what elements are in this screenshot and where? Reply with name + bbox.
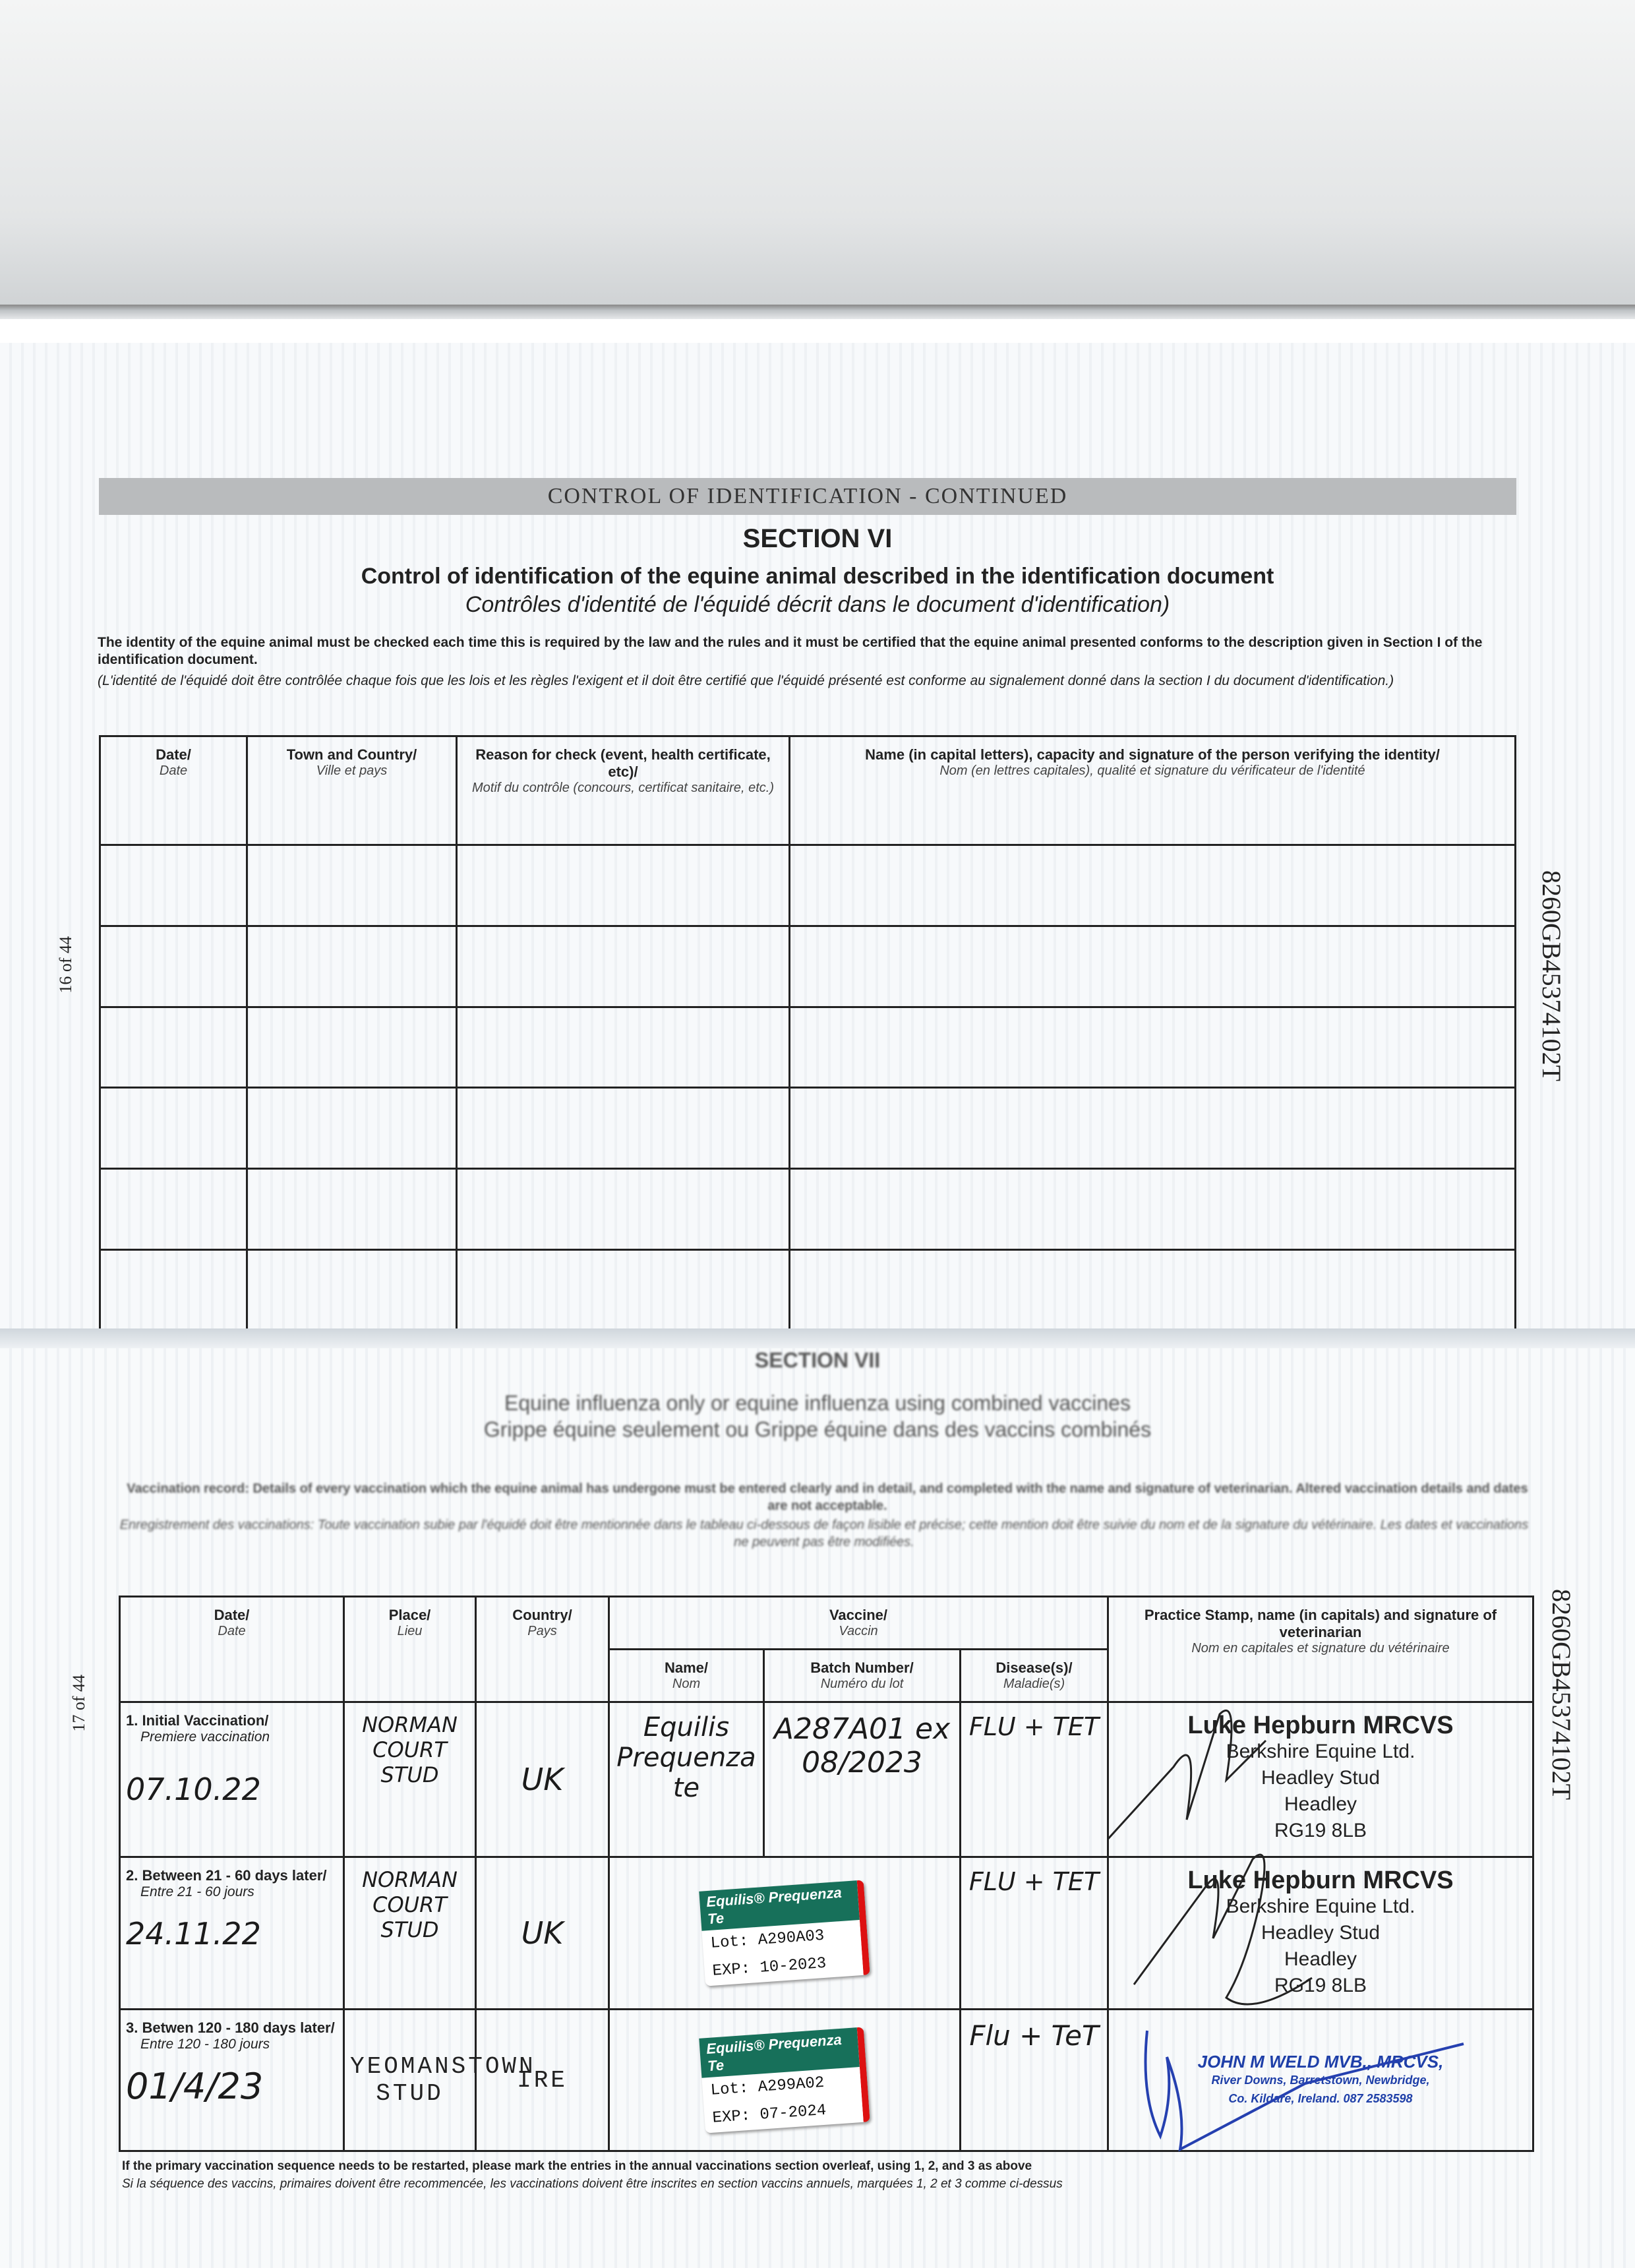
col-disease [961, 1650, 1108, 1702]
footer-note-fr: Si la séquence des vaccins, primaires doivent être recommencée, les vaccinations doivent être inscrites en section vaccins annuels, marquées 1, 2 et 3 comme ci-dessus [122, 2177, 1063, 2191]
text: Lieu [397, 1624, 423, 1638]
table-cell [100, 1169, 247, 1250]
table-cell [100, 1007, 247, 1088]
text: Ville et pays [316, 763, 388, 778]
text: Date [218, 1624, 246, 1638]
text: JOHN M WELD MVB., MRCVS, [1197, 2052, 1444, 2072]
col-vaccine [609, 1597, 1108, 1650]
text: Maladie(s) [1003, 1677, 1065, 1691]
text: Town and Country/ [286, 746, 417, 763]
table-cell [790, 1250, 1516, 1331]
text: Place/ [388, 1607, 431, 1623]
text: Lot: A290A03 [709, 1926, 825, 1953]
text: 2. Between 21 - 60 days later/ [126, 1867, 327, 1884]
table-cell [247, 926, 457, 1007]
section-title: SECTION VI [742, 524, 893, 553]
signature-marks [1094, 1688, 1556, 2176]
passport-number: 8260GB45374102T [1547, 1589, 1576, 1800]
vaccination-intro-en: Vaccination record: Details of every vaccination which the equine animal has undergone must be entered clearly and in detail, and completed with the name and signature of veterinarian. Altered vaccination details and dates are not acceptable. [127, 1481, 1528, 1513]
table-header-row [100, 736, 1516, 845]
table-cell [457, 1007, 790, 1088]
text: Nom (en lettres capitales), qualité et signature du vérificateur de l'identité [939, 763, 1365, 778]
text: Equilis® Prequenza Te [699, 1880, 860, 1931]
table-cell [120, 2010, 344, 2151]
text: Equilis® Prequenza Te [699, 2027, 860, 2078]
text: Vaccine/ [829, 1607, 888, 1623]
text: Disease(s)/ [996, 1659, 1073, 1676]
table-row [100, 1007, 1516, 1088]
disease-value: FLU + TET [961, 1857, 1108, 2010]
text: 1. Initial Vaccination/ [126, 1712, 269, 1729]
table-cell [100, 845, 247, 926]
date-value: 24.11.22 [126, 1916, 261, 1952]
table-row [100, 1169, 1516, 1250]
text: Batch Number/ [810, 1659, 914, 1676]
signature-luke-hepburn-2 [1134, 1855, 1312, 2004]
table-cell [790, 1169, 1516, 1250]
table-header-row [120, 1597, 1533, 1650]
text [699, 1880, 870, 1986]
text: Date/ [156, 746, 191, 763]
text: RG19 8LB [1274, 1975, 1367, 1996]
text: Entre 21 - 60 jours [140, 1884, 254, 1899]
text: EXP: 10-2023 [711, 1954, 827, 1981]
table-cell [100, 1088, 247, 1169]
text: Berkshire Equine Ltd. [1226, 1741, 1415, 1762]
section-heading-fr: Grippe équine seulement ou Grippe équine dans des vaccins combinés [483, 1418, 1152, 1441]
text: Premiere vaccination [140, 1729, 270, 1745]
vaccine-label-sticker [609, 2010, 961, 2151]
col-vaccine-name [609, 1650, 764, 1702]
batch-value: A287A01 ex 08/2023 [764, 1702, 961, 1857]
text: Pays [527, 1624, 557, 1638]
text: Motif du contrôle (concours, certificat sanitaire, etc.) [472, 781, 774, 795]
table-cell [457, 1088, 790, 1169]
text: Country/ [512, 1607, 572, 1623]
passport-cover-edge [0, 305, 1635, 319]
signature-luke-hepburn-1 [1108, 1710, 1266, 1839]
text: Luke Hepburn MRCVS [1187, 1712, 1454, 1739]
text: Co. Kildare, Ireland. 087 2583598 [1228, 2092, 1413, 2105]
text: Lot: A299A02 [709, 2074, 825, 2100]
date-value: 07.10.22 [126, 1772, 261, 1807]
page-number: 16 of 44 [56, 936, 75, 994]
col-batch [764, 1650, 961, 1702]
text: Nom en capitales et signature du vétérinaire [1191, 1641, 1450, 1656]
section-heading-en: Equine influenza only or equine influenza using combined vaccines [504, 1391, 1131, 1415]
place-value: NORMAN COURT STUD [344, 1857, 476, 2010]
col-date [120, 1597, 344, 1702]
signature-john-weld [1146, 2031, 1464, 2149]
text: Headley [1284, 1793, 1357, 1815]
text: Entre 120 - 180 jours [140, 2037, 270, 2052]
page-banner: CONTROL OF IDENTIFICATION - CONTINUED [99, 478, 1516, 515]
page-fold [0, 1328, 1635, 1348]
table-cell [100, 1250, 247, 1331]
date-value: 01/4/23 [126, 2066, 264, 2107]
section-heading-fr: Contrôles d'identité de l'équidé décrit dans le document d'identification) [465, 592, 1170, 617]
col-verifier [790, 736, 1516, 845]
col-country [476, 1597, 609, 1702]
intro-fr: (L'identité de l'équidé doit être contrôlée chaque fois que les lois et les règles l'exigent et il doit être certifié que l'équidé présenté est conforme au signalement donné dans la section I du document d'identification.) [98, 673, 1394, 688]
passport-number: 8260GB45374102T [1537, 870, 1566, 1081]
text: Headley Stud [1261, 1922, 1381, 1944]
page-number: 17 of 44 [69, 1675, 88, 1732]
table-cell [120, 1857, 344, 2010]
text: Headley Stud [1261, 1767, 1381, 1789]
text: Practice Stamp, name (in capitals) and signature of veterinarian [1144, 1607, 1497, 1640]
vaccination-intro-fr: Enregistrement des vaccinations: Toute vaccination subie par l'équidé doit être mentionnée dans le tableau ci-dessous de façon lisible et précise; cette mention doit être suivie du nom et de la signature du vétérinaire. Les dates et vaccinations ne peuvent pas être modifiées. [119, 1518, 1529, 1549]
vaccine-name-value: Equilis Prequenza te [609, 1702, 764, 1857]
table-row [100, 1250, 1516, 1331]
text: EXP: 07-2024 [711, 2101, 827, 2128]
table-cell [457, 1169, 790, 1250]
text: 3. Betwen 120 - 180 days later/ [126, 2019, 335, 2036]
table-cell [247, 1088, 457, 1169]
col-reason [457, 736, 790, 845]
text: Nom [672, 1677, 701, 1691]
place-value: YEOMANSTOWN STUD [344, 2010, 476, 2151]
text: Name/ [664, 1659, 709, 1676]
text [100, 736, 1516, 1331]
text: Date/ [214, 1607, 250, 1623]
text: Reason for check (event, health certificate, etc)/ [475, 746, 771, 780]
table-cell [247, 1007, 457, 1088]
section-title: SECTION VII [754, 1348, 881, 1372]
section-heading-en: Control of identification of the equine animal described in the identification document [361, 564, 1274, 589]
table-cell [457, 845, 790, 926]
table-row [100, 845, 1516, 926]
table-cell [100, 926, 247, 1007]
text: Numéro du lot [820, 1677, 904, 1691]
text: Headley [1284, 1948, 1357, 1970]
country-value: UK [476, 1857, 609, 2010]
text [699, 2027, 870, 2133]
table-cell [247, 1169, 457, 1250]
col-place [344, 1597, 476, 1702]
table-row [100, 1088, 1516, 1169]
table-cell [790, 1088, 1516, 1169]
text: RG19 8LB [1274, 1820, 1367, 1841]
vaccine-label-sticker [609, 1857, 961, 2010]
identity-check-table [99, 735, 1516, 1332]
table-cell [790, 926, 1516, 1007]
col-date [100, 736, 247, 845]
table-cell [790, 845, 1516, 926]
table-cell [790, 1007, 1516, 1088]
table-cell [457, 926, 790, 1007]
text: Luke Hepburn MRCVS [1187, 1866, 1454, 1894]
col-vet [1108, 1597, 1533, 1702]
intro-en: The identity of the equine animal must be checked each time this is required by the law and the rules and it must be certified that the equine animal presented conforms to the description given in Section I of the identification document. [98, 635, 1483, 667]
table-cell [247, 1250, 457, 1331]
disease-value: Flu + TeT [961, 2010, 1108, 2151]
place-value: NORMAN COURT STUD [344, 1702, 476, 1857]
table-cell [457, 1250, 790, 1331]
country-value: IRE [476, 2010, 609, 2151]
text: Date [159, 763, 188, 778]
table-cell [247, 845, 457, 926]
footer-note-en: If the primary vaccination sequence needs to be restarted, please mark the entries in the annual vaccinations section overleaf, using 1, 2, and 3 as above [122, 2159, 1032, 2173]
text: Berkshire Equine Ltd. [1226, 1895, 1415, 1917]
text: River Downs, Barretstown, Newbridge, [1211, 2074, 1430, 2087]
table-row [100, 926, 1516, 1007]
country-value: UK [476, 1702, 609, 1857]
table-cell [120, 1702, 344, 1857]
disease-value: FLU + TET [961, 1702, 1108, 1857]
text: Name (in capital letters), capacity and signature of the person verifying the identity/ [865, 746, 1440, 763]
col-town [247, 736, 457, 845]
scanner-background [0, 0, 1635, 310]
text: Vaccin [839, 1624, 878, 1638]
